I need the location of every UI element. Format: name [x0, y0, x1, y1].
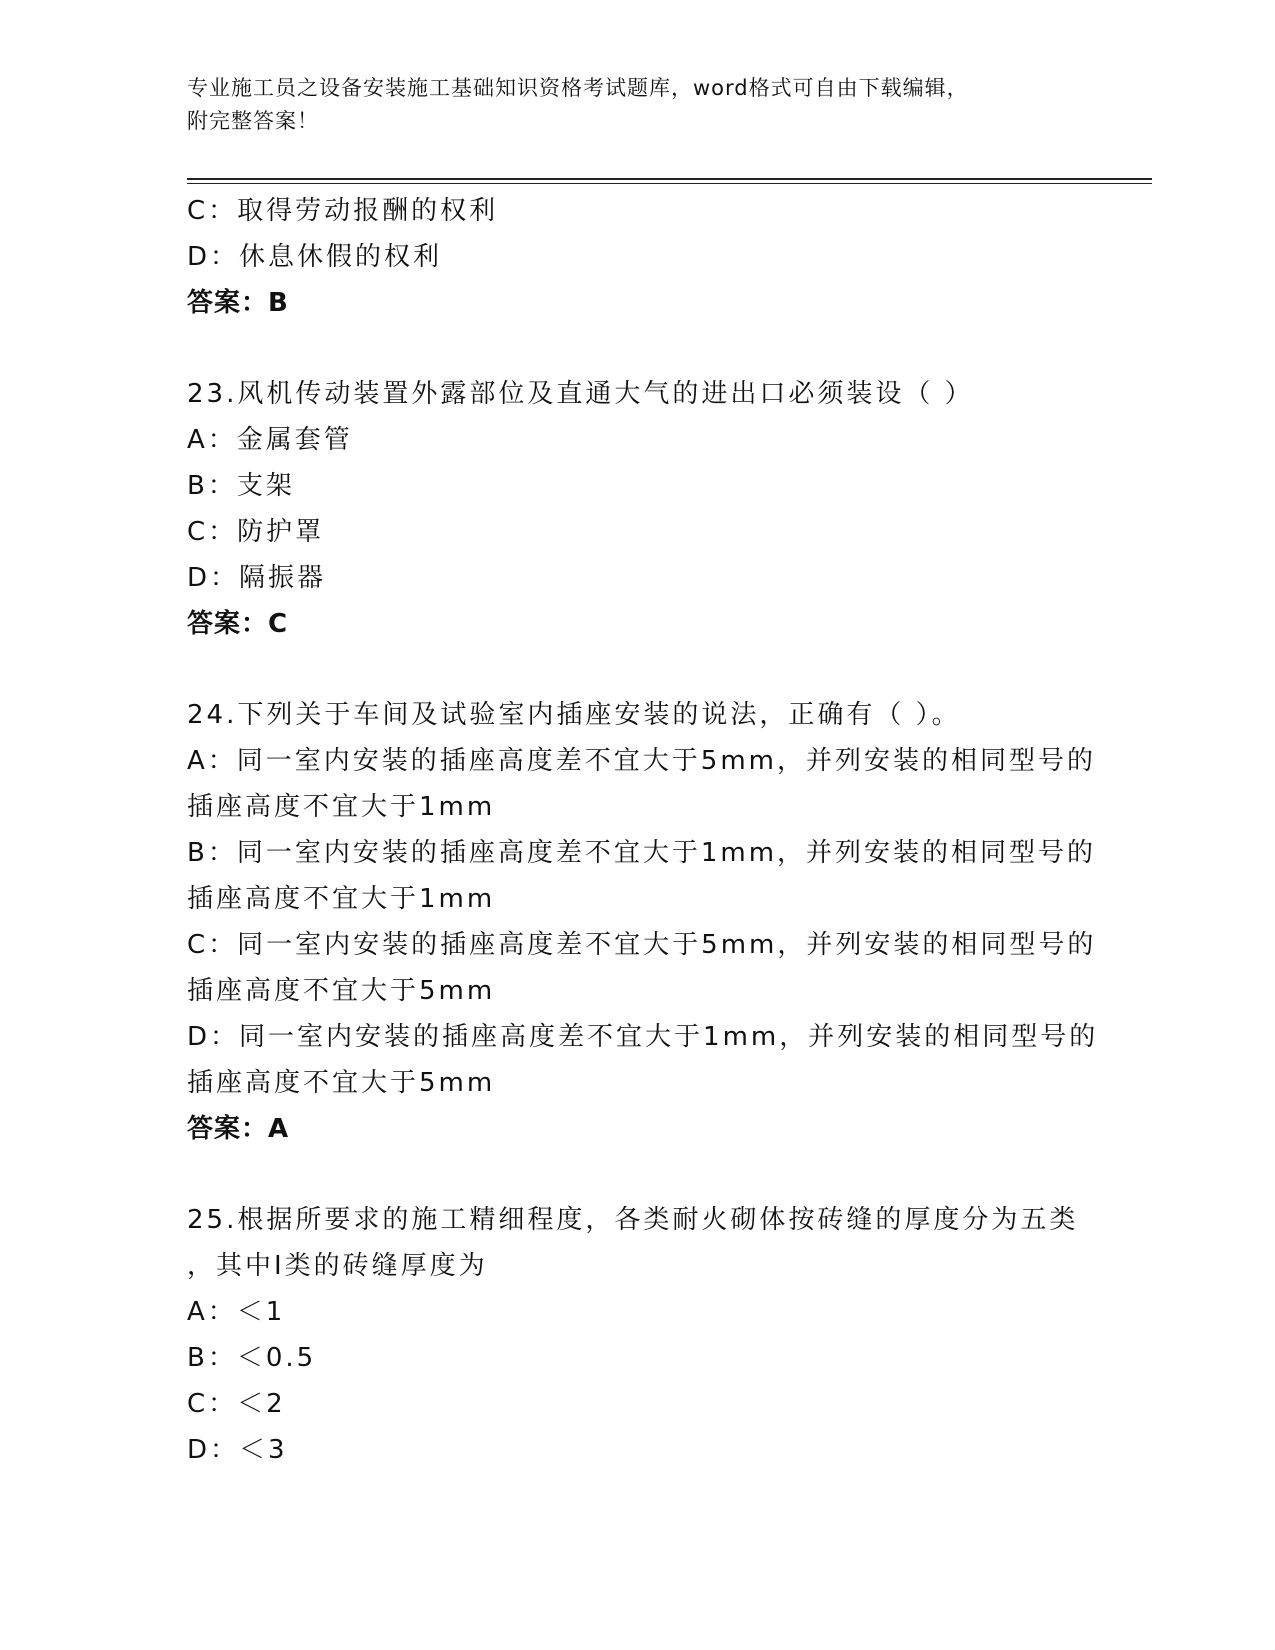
header-line-2: 附完整答案！ — [187, 109, 319, 133]
header-divider-thin — [187, 183, 1152, 184]
question-22 — [187, 188, 1087, 326]
option-a-line-2: 插座高度不宜大于1mm — [187, 792, 496, 822]
option-c-line-1: C：同一室内安装的插座高度差不宜大于5mm，并列安装的相同型号的 — [187, 930, 1097, 960]
answer-label: 答案：B — [187, 288, 289, 318]
option-a: A：金属套管 — [187, 425, 353, 455]
question-23 — [187, 371, 1087, 647]
question-24 — [187, 692, 1099, 1152]
answer-label: 答案：C — [187, 609, 289, 639]
question-content — [187, 188, 1099, 1473]
spacer — [187, 647, 1087, 692]
option-c-line-2: 插座高度不宜大于5mm — [187, 976, 496, 1006]
option-d: D：休息休假的权利 — [187, 242, 443, 272]
option-d: D：＜3 — [187, 1435, 288, 1465]
option-b-line-1: B：同一室内安装的插座高度差不宜大于1mm，并列安装的相同型号的 — [187, 838, 1097, 868]
question-stem: 24.下列关于车间及试验室内插座安装的说法，正确有（ ）。 — [187, 700, 961, 730]
option-b: B：＜0.5 — [187, 1343, 317, 1373]
spacer — [187, 326, 1087, 371]
question-stem-line-2: ，其中Ⅰ类的砖缝厚度为 — [187, 1251, 488, 1281]
question-25 — [187, 1197, 1087, 1473]
option-b: B：支架 — [187, 471, 295, 501]
header-line-1: 专业施工员之设备安装施工基础知识资格考试题库，word格式可自由下载编辑， — [187, 76, 969, 100]
option-a-line-1: A：同一室内安装的插座高度差不宜大于5mm，并列安装的相同型号的 — [187, 746, 1096, 776]
answer-label: 答案：A — [187, 1114, 290, 1144]
spacer — [187, 1152, 1087, 1197]
option-c: C：防护罩 — [187, 517, 325, 547]
option-b-line-2: 插座高度不宜大于1mm — [187, 884, 496, 914]
option-d: D：隔振器 — [187, 563, 327, 593]
option-d-line-2: 插座高度不宜大于5mm — [187, 1068, 496, 1098]
option-c: C：取得劳动报酬的权利 — [187, 196, 499, 226]
question-stem: 23.风机传动装置外露部位及直通大气的进出口必须装设（ ） — [187, 379, 974, 409]
option-c: C：＜2 — [187, 1389, 286, 1419]
question-stem-line-1: 25.根据所要求的施工精细程度，各类耐火砌体按砖缝的厚度分为五类 — [187, 1205, 1079, 1235]
option-a: A：＜1 — [187, 1297, 286, 1327]
header-divider-thick — [187, 178, 1152, 180]
document-header — [187, 72, 1067, 138]
option-d-line-1: D：同一室内安装的插座高度差不宜大于1mm，并列安装的相同型号的 — [187, 1022, 1099, 1052]
